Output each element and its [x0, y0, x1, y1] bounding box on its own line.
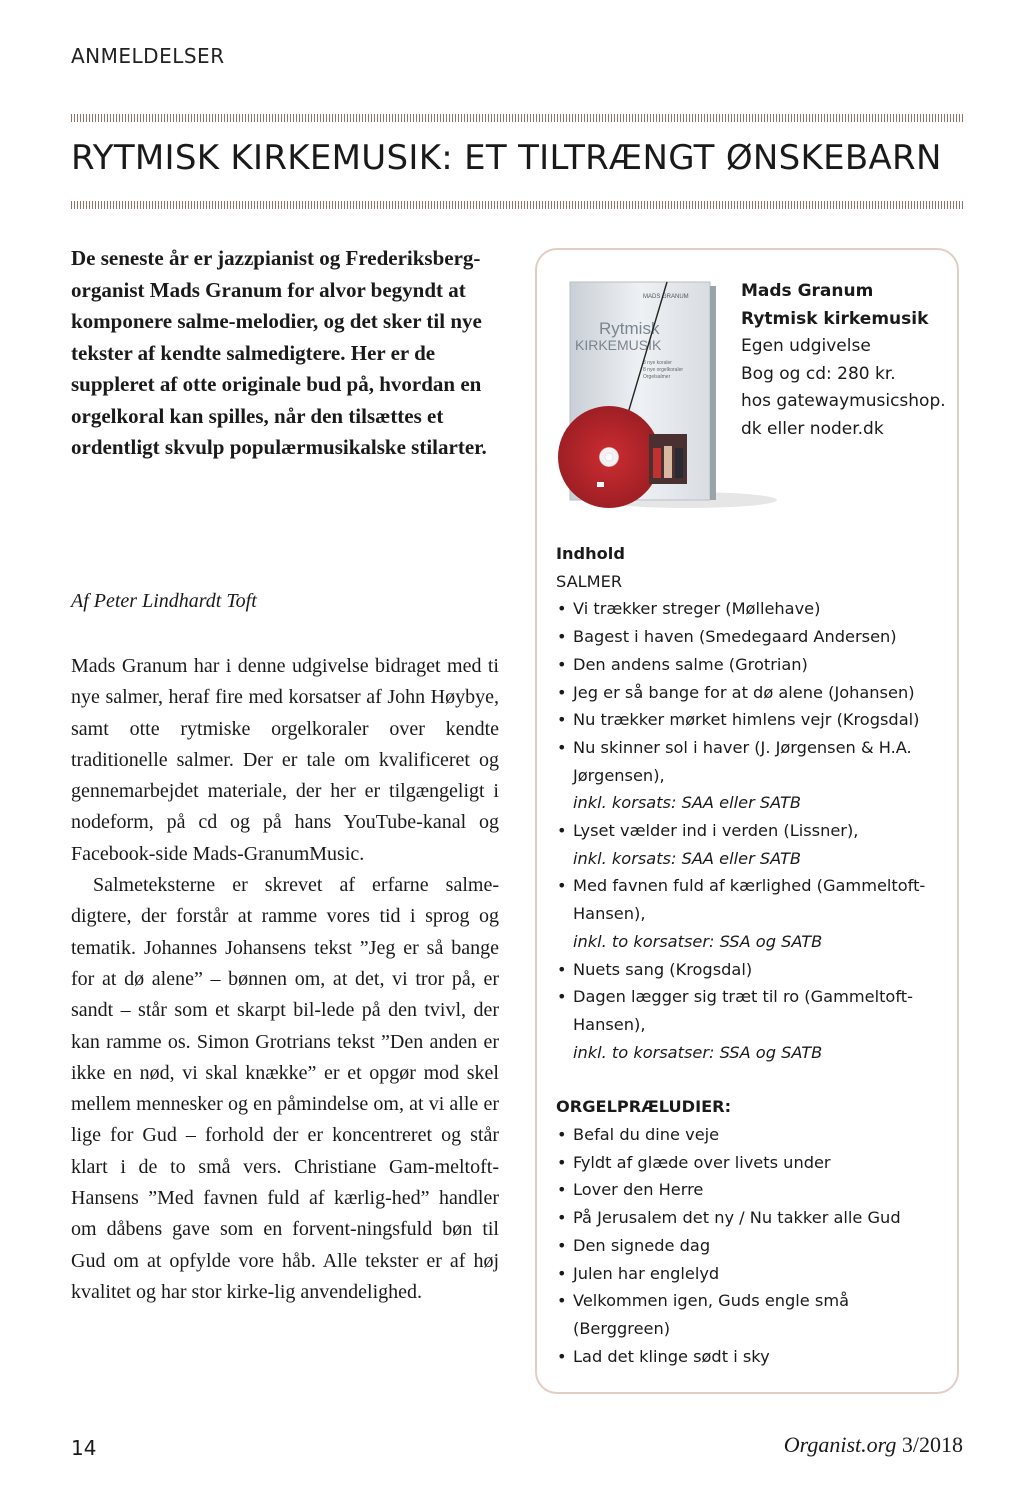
list-item: • Nu trækker mørket himlens vejr (Krogsdal): [556, 706, 946, 734]
salmer-heading: SALMER: [556, 571, 623, 591]
list-item: • Nu skinner sol i haver (J. Jørgensen & H.A. Jørgensen), inkl. korsats: SAA eller SATB: [556, 734, 946, 817]
page-number: 14: [71, 1436, 97, 1460]
cover-title-2: KIRKEMUSIK: [575, 337, 662, 353]
list-item: • Lad det klinge sødt i sky: [556, 1343, 946, 1371]
list-item: • Bagest i haven (Smedegaard Andersen): [556, 623, 946, 651]
album-title: Rytmisk kirkemusik: [741, 308, 929, 329]
list-item: • Nuets sang (Krogsdal): [556, 956, 946, 984]
album-info: [741, 278, 951, 444]
cover-sub-3: Orgelsalmer: [643, 374, 671, 380]
list-item: • Den signede dag: [556, 1232, 946, 1260]
page-title: RYTMISK KIRKEMUSIK: ET TILTRÆNGT ØNSKEBARN: [71, 138, 942, 178]
list-item: • Lover den Herre: [556, 1176, 946, 1204]
cover-artist: MADS GRANUM: [643, 294, 689, 300]
list-item: • Lyset vælder ind i verden (Lissner), inkl. korsats: SAA eller SATB: [556, 817, 946, 872]
list-item: • Med favnen fuld af kærlighed (Gammeltoft-Hansen), inkl. to korsatser: SSA og SATB: [556, 872, 946, 955]
salmer-list: [556, 595, 946, 1066]
magazine-footer: [784, 1432, 963, 1458]
praeludier-heading: ORGELPRÆLUDIER:: [556, 1097, 732, 1117]
magazine-name: Organist.org: [783, 1432, 897, 1457]
section-label: ANMELDELSER: [71, 44, 225, 68]
body-paragraph: Mads Granum har i denne udgivelse bidraget med ti nye salmer, heraf fire med korsatser af John Høybye, samt otte rytmiske orgelkoraler over kendte traditionelle salmer. Der er tale om kvalificeret og gennemarbejdet materiale, der her er tilgængeligt i nodeform, på cd og på hans YouTube-kanal og Facebook-side Mads-GranumMusic.: [71, 655, 499, 865]
list-item: • Jeg er så bange for at dø alene (Johansen): [556, 679, 946, 707]
album-shop-line-2: dk eller noder.dk: [741, 418, 884, 439]
list-item: • Den andens salme (Grotrian): [556, 651, 946, 679]
list-item-note: inkl. korsats: SAA eller SATB: [573, 793, 802, 813]
list-item: • Befal du dine veje: [556, 1121, 946, 1149]
body-paragraph: Salmeteksterne er skrevet af erfarne salme-digtere, der forstår at ramme vores tid i sprog og tematik. Johannes Johansens tekst ”Jeg er så bange for at dø alene” – bønnen om, at det, vi tror på, er sandt – står som et skarpt bil-lede på den tvivl, der kan ramme os. Simon Grotrians tekst ”Den anden er ikke en nød, vi skal knække” er et opgør mod skel mellem mennesker og en påmindelse om, at vi alle er lige for Gud – forhold der er koncentreret og står klart i de to små vers. Christiane Gam-meltoft-Hansens ”Med favnen fuld af kærlig-hed” handler om dåbens gave som en forvent-ningsfuld bøn til Gud om at opfylde vore håb. Alle tekster er af høj kvalitet og har stor kirke-lig anvendelighed.: [71, 874, 499, 1303]
praeludier-list: [556, 1121, 946, 1370]
contents-heading: Indhold: [556, 544, 625, 563]
article-body: [71, 651, 499, 1308]
issue-number: 3/2018: [901, 1432, 963, 1457]
contents-list: [556, 540, 946, 1370]
album-price: Bog og cd: 280 kr.: [741, 363, 896, 384]
list-item: • Julen har englelyd: [556, 1260, 946, 1288]
list-item: • Dagen lægger sig træt til ro (Gammeltoft-Hansen), inkl. to korsatser: SSA og SATB: [556, 983, 946, 1066]
cover-sub-2: 8 nye orgelkoraler: [643, 367, 684, 373]
cover-title-1: Rytmisk: [599, 319, 660, 338]
cover-sub-1: 8 nye koraler: [643, 360, 672, 366]
list-item: • Vi trækker streger (Møllehave): [556, 595, 946, 623]
byline: Af Peter Lindhardt Toft: [71, 590, 257, 612]
list-item-note: inkl. korsats: SAA eller SATB: [573, 848, 802, 868]
list-item: • På Jerusalem det ny / Nu takker alle Gud: [556, 1204, 946, 1232]
list-item: • Velkommen igen, Guds engle små (Berggreen): [556, 1287, 946, 1342]
album-artist: Mads Granum: [741, 281, 874, 301]
list-item-note: inkl. to korsatser: SSA og SATB: [573, 1042, 823, 1062]
article-lead: De seneste år er jazzpianist og Frederiksberg-organist Mads Granum for alvor begyndt at komponere salme-melodier, og det sker til nye tekster af kendte salmedigtere. Her er de suppleret af otte originale bud på, hvordan en orgelkoral kan spilles, når den tilsættes et ordentligt skvulp populærmusikalske stilarter.: [71, 246, 487, 459]
album-release: Egen udgivelse: [741, 336, 871, 357]
bottom-divider: [71, 201, 963, 209]
list-item-note: inkl. to korsatser: SSA og SATB: [573, 931, 823, 951]
list-item: • Fyldt af glæde over livets under: [556, 1149, 946, 1177]
top-divider: [71, 114, 963, 122]
album-shop-line-1: hos gatewaymusicshop.: [741, 391, 946, 412]
